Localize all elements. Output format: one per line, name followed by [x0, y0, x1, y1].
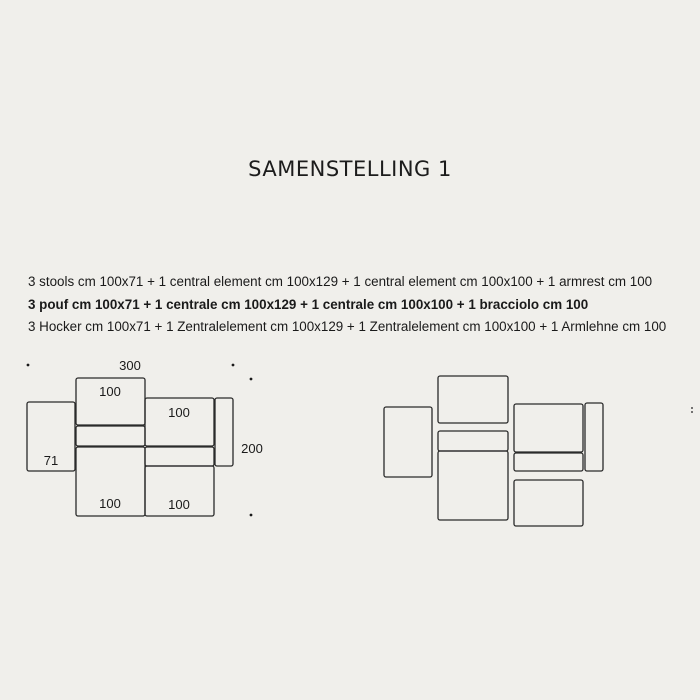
description-english: 3 stools cm 100x71 + 1 central element cm 100x129 + 1 central element cm 100x100 + 1 armrest cm 100 — [28, 274, 653, 289]
backrest-2 — [438, 431, 508, 451]
dimension-pouf-depth: 71 — [43, 453, 59, 468]
backrest-right-upper — [145, 447, 214, 466]
central-element-2 — [438, 451, 508, 520]
description-italian: 3 pouf cm 100x71 + 1 centrale cm 100x129 + 1 centrale cm 100x100 + 1 bracciolo cm 100 — [28, 297, 589, 312]
armrest — [215, 398, 233, 466]
dimension-overall-depth: 200 — [241, 441, 263, 456]
pouf-bottom-2 — [514, 480, 583, 526]
pouf-left-2 — [384, 407, 432, 477]
page-title: SAMENSTELLING 1 — [248, 157, 452, 181]
description-german: 3 Hocker cm 100x71 + 1 Zentralelement cm 100x129 + 1 Zentralelement cm 100x100 + 1 Armlehne cm 100 — [28, 319, 667, 334]
dimensioned-plan — [27, 378, 233, 516]
central-element-top-2 — [514, 404, 583, 452]
dimension-module-top-left: 100 — [99, 384, 121, 399]
backrest-top-left — [76, 426, 145, 446]
dimension-module-bottom-right: 100 — [168, 497, 190, 512]
arranged-plan — [384, 376, 603, 526]
dimension-module-top-right: 100 — [168, 405, 190, 420]
backrest-right-2 — [514, 453, 583, 471]
armrest-2 — [585, 403, 603, 471]
pouf-top-2 — [438, 376, 508, 423]
dimension-overall-width: 300 — [119, 358, 141, 373]
dimension-markers — [27, 364, 693, 517]
dimension-module-bottom-left: 100 — [99, 496, 121, 511]
